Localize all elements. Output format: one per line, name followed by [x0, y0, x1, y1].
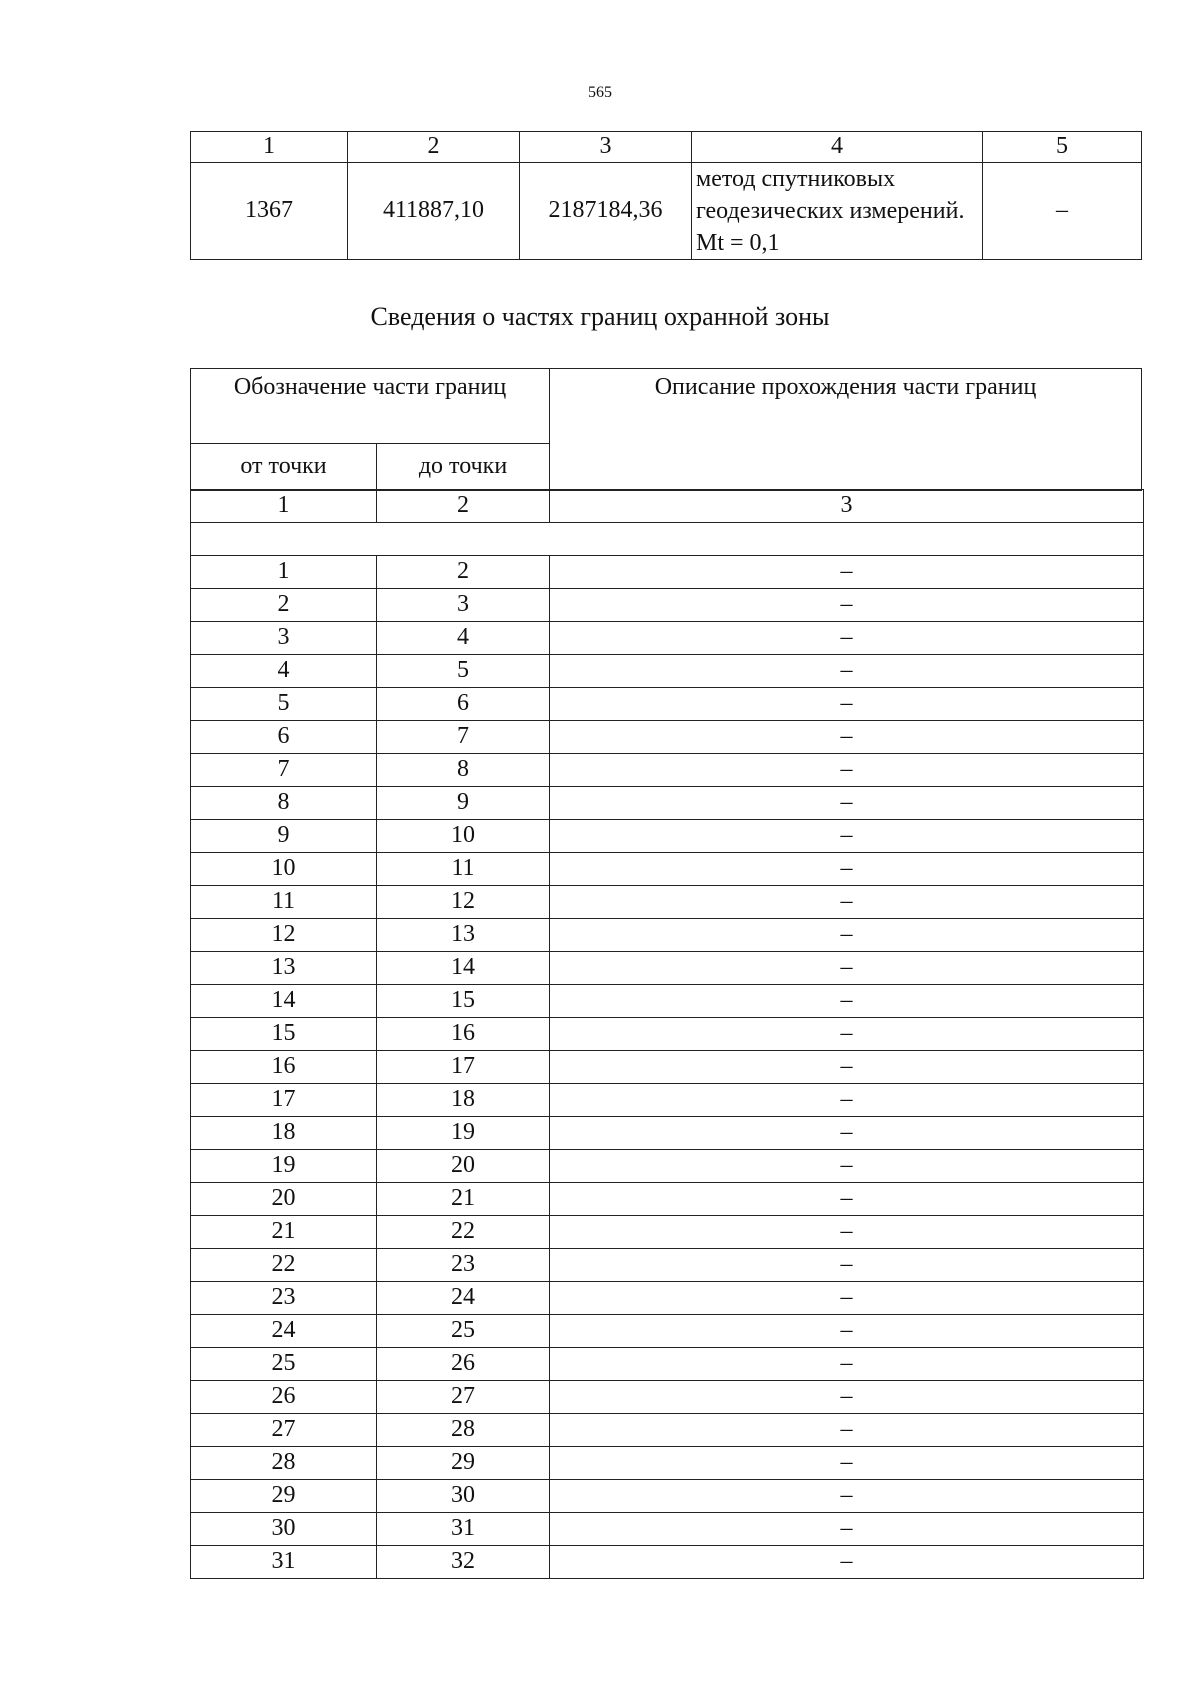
point-number: 1367	[191, 163, 348, 260]
to-point-cell: 16	[377, 1018, 550, 1051]
column-number: 5	[983, 132, 1142, 163]
table-row	[191, 1348, 1144, 1381]
description-cell: –	[550, 1249, 1144, 1282]
description-cell: –	[550, 1447, 1144, 1480]
description-cell: –	[550, 721, 1144, 754]
to-point-cell: 29	[377, 1447, 550, 1480]
to-point-cell: 28	[377, 1414, 550, 1447]
column-number: 3	[550, 490, 1144, 523]
table-row	[191, 820, 1144, 853]
from-point-cell: 2	[191, 589, 377, 622]
description-cell: –	[550, 1381, 1144, 1414]
description-cell: –	[550, 688, 1144, 721]
to-point-cell: 21	[377, 1183, 550, 1216]
from-point-cell: 5	[191, 688, 377, 721]
parts-column-numbers-row	[191, 490, 1144, 523]
to-point-cell: 10	[377, 820, 550, 853]
from-point-cell: 3	[191, 622, 377, 655]
to-point-cell: 14	[377, 952, 550, 985]
from-point-cell: 10	[191, 853, 377, 886]
to-point-cell: 3	[377, 589, 550, 622]
blank-cell	[191, 523, 1144, 556]
from-point-cell: 19	[191, 1150, 377, 1183]
from-point-cell: 14	[191, 985, 377, 1018]
to-point-cell: 15	[377, 985, 550, 1018]
description-cell: –	[550, 589, 1144, 622]
description-cell: –	[550, 952, 1144, 985]
coordinate-y: 2187184,36	[520, 163, 692, 260]
description-cell: –	[550, 754, 1144, 787]
from-point-cell: 17	[191, 1084, 377, 1117]
coordinates-data-row	[191, 163, 1142, 260]
to-point-cell: 4	[377, 622, 550, 655]
table-row	[191, 1546, 1144, 1579]
from-point-cell: 25	[191, 1348, 377, 1381]
from-point-cell: 30	[191, 1513, 377, 1546]
from-point-cell: 18	[191, 1117, 377, 1150]
table-row	[191, 1381, 1144, 1414]
column-number: 4	[692, 132, 983, 163]
table-row	[191, 1315, 1144, 1348]
parts-header-row	[191, 369, 1142, 444]
from-point-cell: 1	[191, 556, 377, 589]
description-cell: –	[550, 1414, 1144, 1447]
description-cell: –	[550, 1348, 1144, 1381]
table-row	[191, 1513, 1144, 1546]
from-point-cell: 29	[191, 1480, 377, 1513]
column-number: 2	[348, 132, 520, 163]
from-point-cell: 24	[191, 1315, 377, 1348]
description-cell: –	[550, 820, 1144, 853]
description-cell: –	[550, 1315, 1144, 1348]
table-row	[191, 556, 1144, 589]
to-point-cell: 8	[377, 754, 550, 787]
to-point-cell: 12	[377, 886, 550, 919]
table-row	[191, 721, 1144, 754]
section-title: Сведения о частях границ охранной зоны	[370, 302, 830, 331]
parts-table	[190, 489, 1144, 1579]
from-point-cell: 4	[191, 655, 377, 688]
table-row	[191, 688, 1144, 721]
measurement-method: метод спутниковых геодезических измерений. Mt = 0,1	[692, 163, 983, 260]
table-row	[191, 787, 1144, 820]
to-point-header: до точки	[377, 444, 550, 491]
description-cell: –	[550, 1282, 1144, 1315]
from-point-cell: 20	[191, 1183, 377, 1216]
to-point-cell: 19	[377, 1117, 550, 1150]
from-point-cell: 21	[191, 1216, 377, 1249]
table-row	[191, 1084, 1144, 1117]
to-point-cell: 13	[377, 919, 550, 952]
from-point-cell: 23	[191, 1282, 377, 1315]
to-point-cell: 24	[377, 1282, 550, 1315]
to-point-cell: 31	[377, 1513, 550, 1546]
description-cell: –	[550, 1183, 1144, 1216]
table-row	[191, 1414, 1144, 1447]
to-point-cell: 17	[377, 1051, 550, 1084]
table-row	[191, 1249, 1144, 1282]
description-cell: –	[550, 1546, 1144, 1579]
description-cell: –	[550, 1216, 1144, 1249]
to-point-cell: 23	[377, 1249, 550, 1282]
table-row	[191, 1447, 1144, 1480]
description-cell: –	[550, 1018, 1144, 1051]
description-cell: –	[550, 1480, 1144, 1513]
to-point-cell: 5	[377, 655, 550, 688]
description-cell: –	[550, 1150, 1144, 1183]
table-row	[191, 655, 1144, 688]
from-point-cell: 27	[191, 1414, 377, 1447]
table-row	[191, 589, 1144, 622]
from-point-cell: 28	[191, 1447, 377, 1480]
page-number: 565	[588, 84, 612, 101]
from-point-cell: 11	[191, 886, 377, 919]
description-cell: –	[550, 1513, 1144, 1546]
table-row	[191, 1216, 1144, 1249]
to-point-cell: 18	[377, 1084, 550, 1117]
from-point-cell: 12	[191, 919, 377, 952]
description-cell: –	[550, 985, 1144, 1018]
from-point-cell: 7	[191, 754, 377, 787]
column-number: 1	[191, 132, 348, 163]
table-row	[191, 952, 1144, 985]
from-point-cell: 15	[191, 1018, 377, 1051]
description-cell: –	[550, 1051, 1144, 1084]
table-row	[191, 886, 1144, 919]
column-number: 2	[377, 490, 550, 523]
from-point-cell: 26	[191, 1381, 377, 1414]
designation-header: Обозначение части границ	[191, 369, 550, 444]
to-point-cell: 7	[377, 721, 550, 754]
from-point-cell: 22	[191, 1249, 377, 1282]
column-number: 1	[191, 490, 377, 523]
to-point-cell: 11	[377, 853, 550, 886]
point-description: –	[983, 163, 1142, 260]
from-point-header: от точки	[191, 444, 377, 491]
description-cell: –	[550, 919, 1144, 952]
from-point-cell: 8	[191, 787, 377, 820]
description-cell: –	[550, 787, 1144, 820]
table-row	[191, 1282, 1144, 1315]
parts-table-header	[190, 368, 1142, 491]
from-point-cell: 6	[191, 721, 377, 754]
from-point-cell: 9	[191, 820, 377, 853]
from-point-cell: 31	[191, 1546, 377, 1579]
table-row	[191, 1150, 1144, 1183]
to-point-cell: 26	[377, 1348, 550, 1381]
table-row	[191, 1183, 1144, 1216]
table-row	[191, 919, 1144, 952]
to-point-cell: 2	[377, 556, 550, 589]
from-point-cell: 13	[191, 952, 377, 985]
to-point-cell: 9	[377, 787, 550, 820]
to-point-cell: 25	[377, 1315, 550, 1348]
column-number: 3	[520, 132, 692, 163]
to-point-cell: 32	[377, 1546, 550, 1579]
to-point-cell: 30	[377, 1480, 550, 1513]
table-row	[191, 1018, 1144, 1051]
blank-row	[191, 523, 1144, 556]
table-row	[191, 622, 1144, 655]
description-cell: –	[550, 853, 1144, 886]
table-row	[191, 1051, 1144, 1084]
to-point-cell: 22	[377, 1216, 550, 1249]
description-header: Описание прохождения части границ	[550, 369, 1142, 491]
to-point-cell: 27	[377, 1381, 550, 1414]
table-row	[191, 754, 1144, 787]
table-row	[191, 853, 1144, 886]
description-cell: –	[550, 622, 1144, 655]
table-row	[191, 985, 1144, 1018]
from-point-cell: 16	[191, 1051, 377, 1084]
to-point-cell: 6	[377, 688, 550, 721]
coordinate-x: 411887,10	[348, 163, 520, 260]
description-cell: –	[550, 556, 1144, 589]
coordinates-table	[190, 131, 1142, 260]
description-cell: –	[550, 1084, 1144, 1117]
description-cell: –	[550, 1117, 1144, 1150]
table-row	[191, 1117, 1144, 1150]
description-cell: –	[550, 886, 1144, 919]
coordinates-column-numbers-row	[191, 132, 1142, 163]
description-cell: –	[550, 655, 1144, 688]
table-row	[191, 1480, 1144, 1513]
to-point-cell: 20	[377, 1150, 550, 1183]
